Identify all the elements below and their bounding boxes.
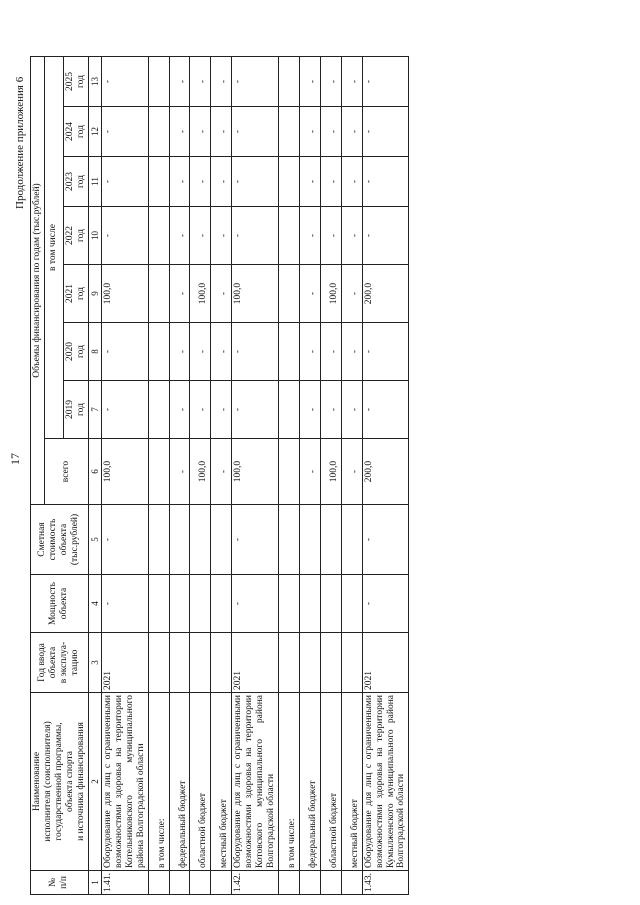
source-value: - [341,107,362,157]
source-name: областной бюджет [320,693,341,871]
source-value: - [190,157,211,207]
empty-cell [148,575,169,633]
source-value: - [341,57,362,107]
header-total: всего [44,439,88,505]
source-value: - [211,157,232,207]
source-value: - [211,323,232,381]
column-number-5: 6 [88,439,101,505]
empty-cell [148,265,169,323]
empty-cell [148,505,169,575]
source-value: - [341,207,362,265]
column-number-11: 12 [88,107,101,157]
empty-cell [211,871,232,895]
funding-value: - [362,107,409,157]
empty-cell [320,505,341,575]
empty-cell [299,633,320,693]
column-number-1: 2 [88,693,101,871]
funding-value: 100,0 [232,439,279,505]
source-row [169,57,190,895]
empty-cell [341,633,362,693]
empty-cell [341,505,362,575]
source-value: - [320,107,341,157]
source-value: - [211,381,232,439]
funding-value: - [362,323,409,381]
empty-cell [279,381,300,439]
column-number-7: 8 [88,323,101,381]
header-year-6: 2025 год [63,57,88,107]
estimated-cost-value: - [101,505,148,575]
source-value: - [169,157,190,207]
source-name: местный бюджет [211,693,232,871]
source-value: 100,0 [320,265,341,323]
financing-table [30,56,409,895]
source-value: 100,0 [190,439,211,505]
empty-cell [211,505,232,575]
source-row [341,57,362,895]
empty-cell [169,505,190,575]
source-value: - [341,381,362,439]
header-year-1: 2020 год [63,323,88,381]
commission-year: 2021 [101,633,148,693]
table-row [362,57,409,895]
funding-value: - [232,57,279,107]
source-name: местный бюджет [341,693,362,871]
source-value: - [299,157,320,207]
header-name: Наименование исполнителя (соисполнителя) государственной программы, объекта спорта и источника финансирования [31,693,89,871]
empty-cell [148,57,169,107]
funding-value: - [232,157,279,207]
source-value: - [190,323,211,381]
funding-value: - [101,107,148,157]
empty-cell [148,207,169,265]
empty-cell [279,633,300,693]
header-year-0: 2019 год [63,381,88,439]
empty-cell [148,157,169,207]
estimated-cost-value: - [362,505,409,575]
source-value: - [299,265,320,323]
header-capacity: Мощность объекта [31,575,89,633]
source-value: - [190,207,211,265]
source-value: - [211,207,232,265]
funding-value: - [101,323,148,381]
column-number-8: 9 [88,265,101,323]
source-value: - [299,439,320,505]
header-year-5: 2024 год [63,107,88,157]
source-value: - [169,381,190,439]
source-value: - [169,107,190,157]
empty-cell [169,575,190,633]
funding-value: - [232,207,279,265]
object-name: Оборудование для лиц с ограниченными возможностями здоровья на территории Котельниковского муниципального района Волгоградской области [101,693,148,871]
empty-cell [279,575,300,633]
source-value: - [169,207,190,265]
funding-value: - [232,381,279,439]
breakdown-label: в том числе: [148,693,169,871]
capacity-value: - [101,575,148,633]
funding-value: - [362,207,409,265]
column-number-3: 4 [88,575,101,633]
header-year-2: 2021 год [63,265,88,323]
funding-value: - [101,57,148,107]
commission-year: 2021 [232,633,279,693]
source-value: - [211,265,232,323]
funding-value: - [362,57,409,107]
row-number: 1.42. [232,871,279,895]
source-value: - [190,57,211,107]
source-row [211,57,232,895]
empty-cell [320,871,341,895]
commission-year: 2021 [362,633,409,693]
source-value: - [341,157,362,207]
estimated-cost-value: - [232,505,279,575]
funding-value: - [362,157,409,207]
empty-cell [148,633,169,693]
source-value: - [299,323,320,381]
row-number: 1.43. [362,871,409,895]
capacity-value: - [362,575,409,633]
empty-cell [341,575,362,633]
continuation-title: Продолжение приложения 6 [14,76,26,209]
column-number-10: 11 [88,157,101,207]
empty-cell [169,871,190,895]
column-number-9: 10 [88,207,101,265]
empty-cell [279,439,300,505]
source-value: - [190,381,211,439]
empty-cell [190,633,211,693]
source-value: - [169,439,190,505]
breakdown-label: в том числе: [279,693,300,871]
empty-cell [190,575,211,633]
source-row [190,57,211,895]
empty-cell [148,323,169,381]
source-value: - [341,265,362,323]
source-name: федеральный бюджет [169,693,190,871]
empty-cell [148,439,169,505]
header-estimated-cost: Сметная стоимость объекта (тыс.рублей) [31,505,89,575]
empty-cell [341,871,362,895]
source-name: областной бюджет [190,693,211,871]
breakdown-row [148,57,169,895]
funding-value: - [232,323,279,381]
source-value: - [341,323,362,381]
empty-cell [211,575,232,633]
empty-cell [279,505,300,575]
source-value: - [169,265,190,323]
empty-cell [190,505,211,575]
source-value: - [169,57,190,107]
funding-value: - [362,381,409,439]
empty-cell [279,323,300,381]
table-header [31,57,102,895]
empty-cell [320,575,341,633]
source-row [299,57,320,895]
empty-cell [211,633,232,693]
empty-cell [148,107,169,157]
header-including: в том числе [44,57,63,439]
empty-cell [299,575,320,633]
funding-value: - [232,107,279,157]
empty-cell [169,633,190,693]
source-value: - [299,381,320,439]
empty-cell [279,107,300,157]
source-value: - [320,207,341,265]
table-row [232,57,279,895]
empty-cell [148,381,169,439]
header-year-commission: Год ввода объекта в эксплуа- тацию [31,633,89,693]
source-value: - [320,323,341,381]
funding-value: 200,0 [362,439,409,505]
empty-cell [320,633,341,693]
source-name: федеральный бюджет [299,693,320,871]
page-number: 17 [8,453,22,465]
empty-cell [279,207,300,265]
column-number-6: 7 [88,381,101,439]
empty-cell [279,157,300,207]
empty-cell [299,505,320,575]
source-value: - [299,107,320,157]
header-no: № п/п [31,871,89,895]
column-number-0: 1 [88,871,101,895]
source-value: - [341,439,362,505]
table-row [101,57,148,895]
column-number-12: 13 [88,57,101,107]
row-number: 1.41. [101,871,148,895]
column-number-2: 3 [88,633,101,693]
source-value: - [211,57,232,107]
funding-value: 100,0 [101,439,148,505]
header-year-3: 2022 год [63,207,88,265]
source-value: - [299,57,320,107]
table-body [101,57,408,895]
empty-cell [279,871,300,895]
empty-cell [148,871,169,895]
header-funding-volume: Объемы финансирования по годам (тыс.рублей) [31,57,45,505]
source-value: 100,0 [320,439,341,505]
breakdown-row [279,57,300,895]
funding-value: 200,0 [362,265,409,323]
funding-value: - [101,207,148,265]
source-value: 100,0 [190,265,211,323]
empty-cell [279,265,300,323]
source-value: - [320,381,341,439]
empty-cell [190,871,211,895]
capacity-value: - [232,575,279,633]
funding-value: 100,0 [232,265,279,323]
source-value: - [211,107,232,157]
funding-value: - [101,157,148,207]
funding-value: - [101,381,148,439]
source-value: - [169,323,190,381]
object-name: Оборудование для лиц с ограниченными возможностями здоровья на территории Кумылженского муниципального района Волгоградской области [362,693,409,871]
source-row [320,57,341,895]
empty-cell [279,57,300,107]
source-value: - [211,439,232,505]
funding-value: 100,0 [101,265,148,323]
source-value: - [299,207,320,265]
empty-cell [299,871,320,895]
source-value: - [320,57,341,107]
column-number-4: 5 [88,505,101,575]
object-name: Оборудование для лиц с ограниченными возможностями здоровья на территории Котовского муниципального района Волгоградской области [232,693,279,871]
source-value: - [320,157,341,207]
header-year-4: 2023 год [63,157,88,207]
source-value: - [190,107,211,157]
